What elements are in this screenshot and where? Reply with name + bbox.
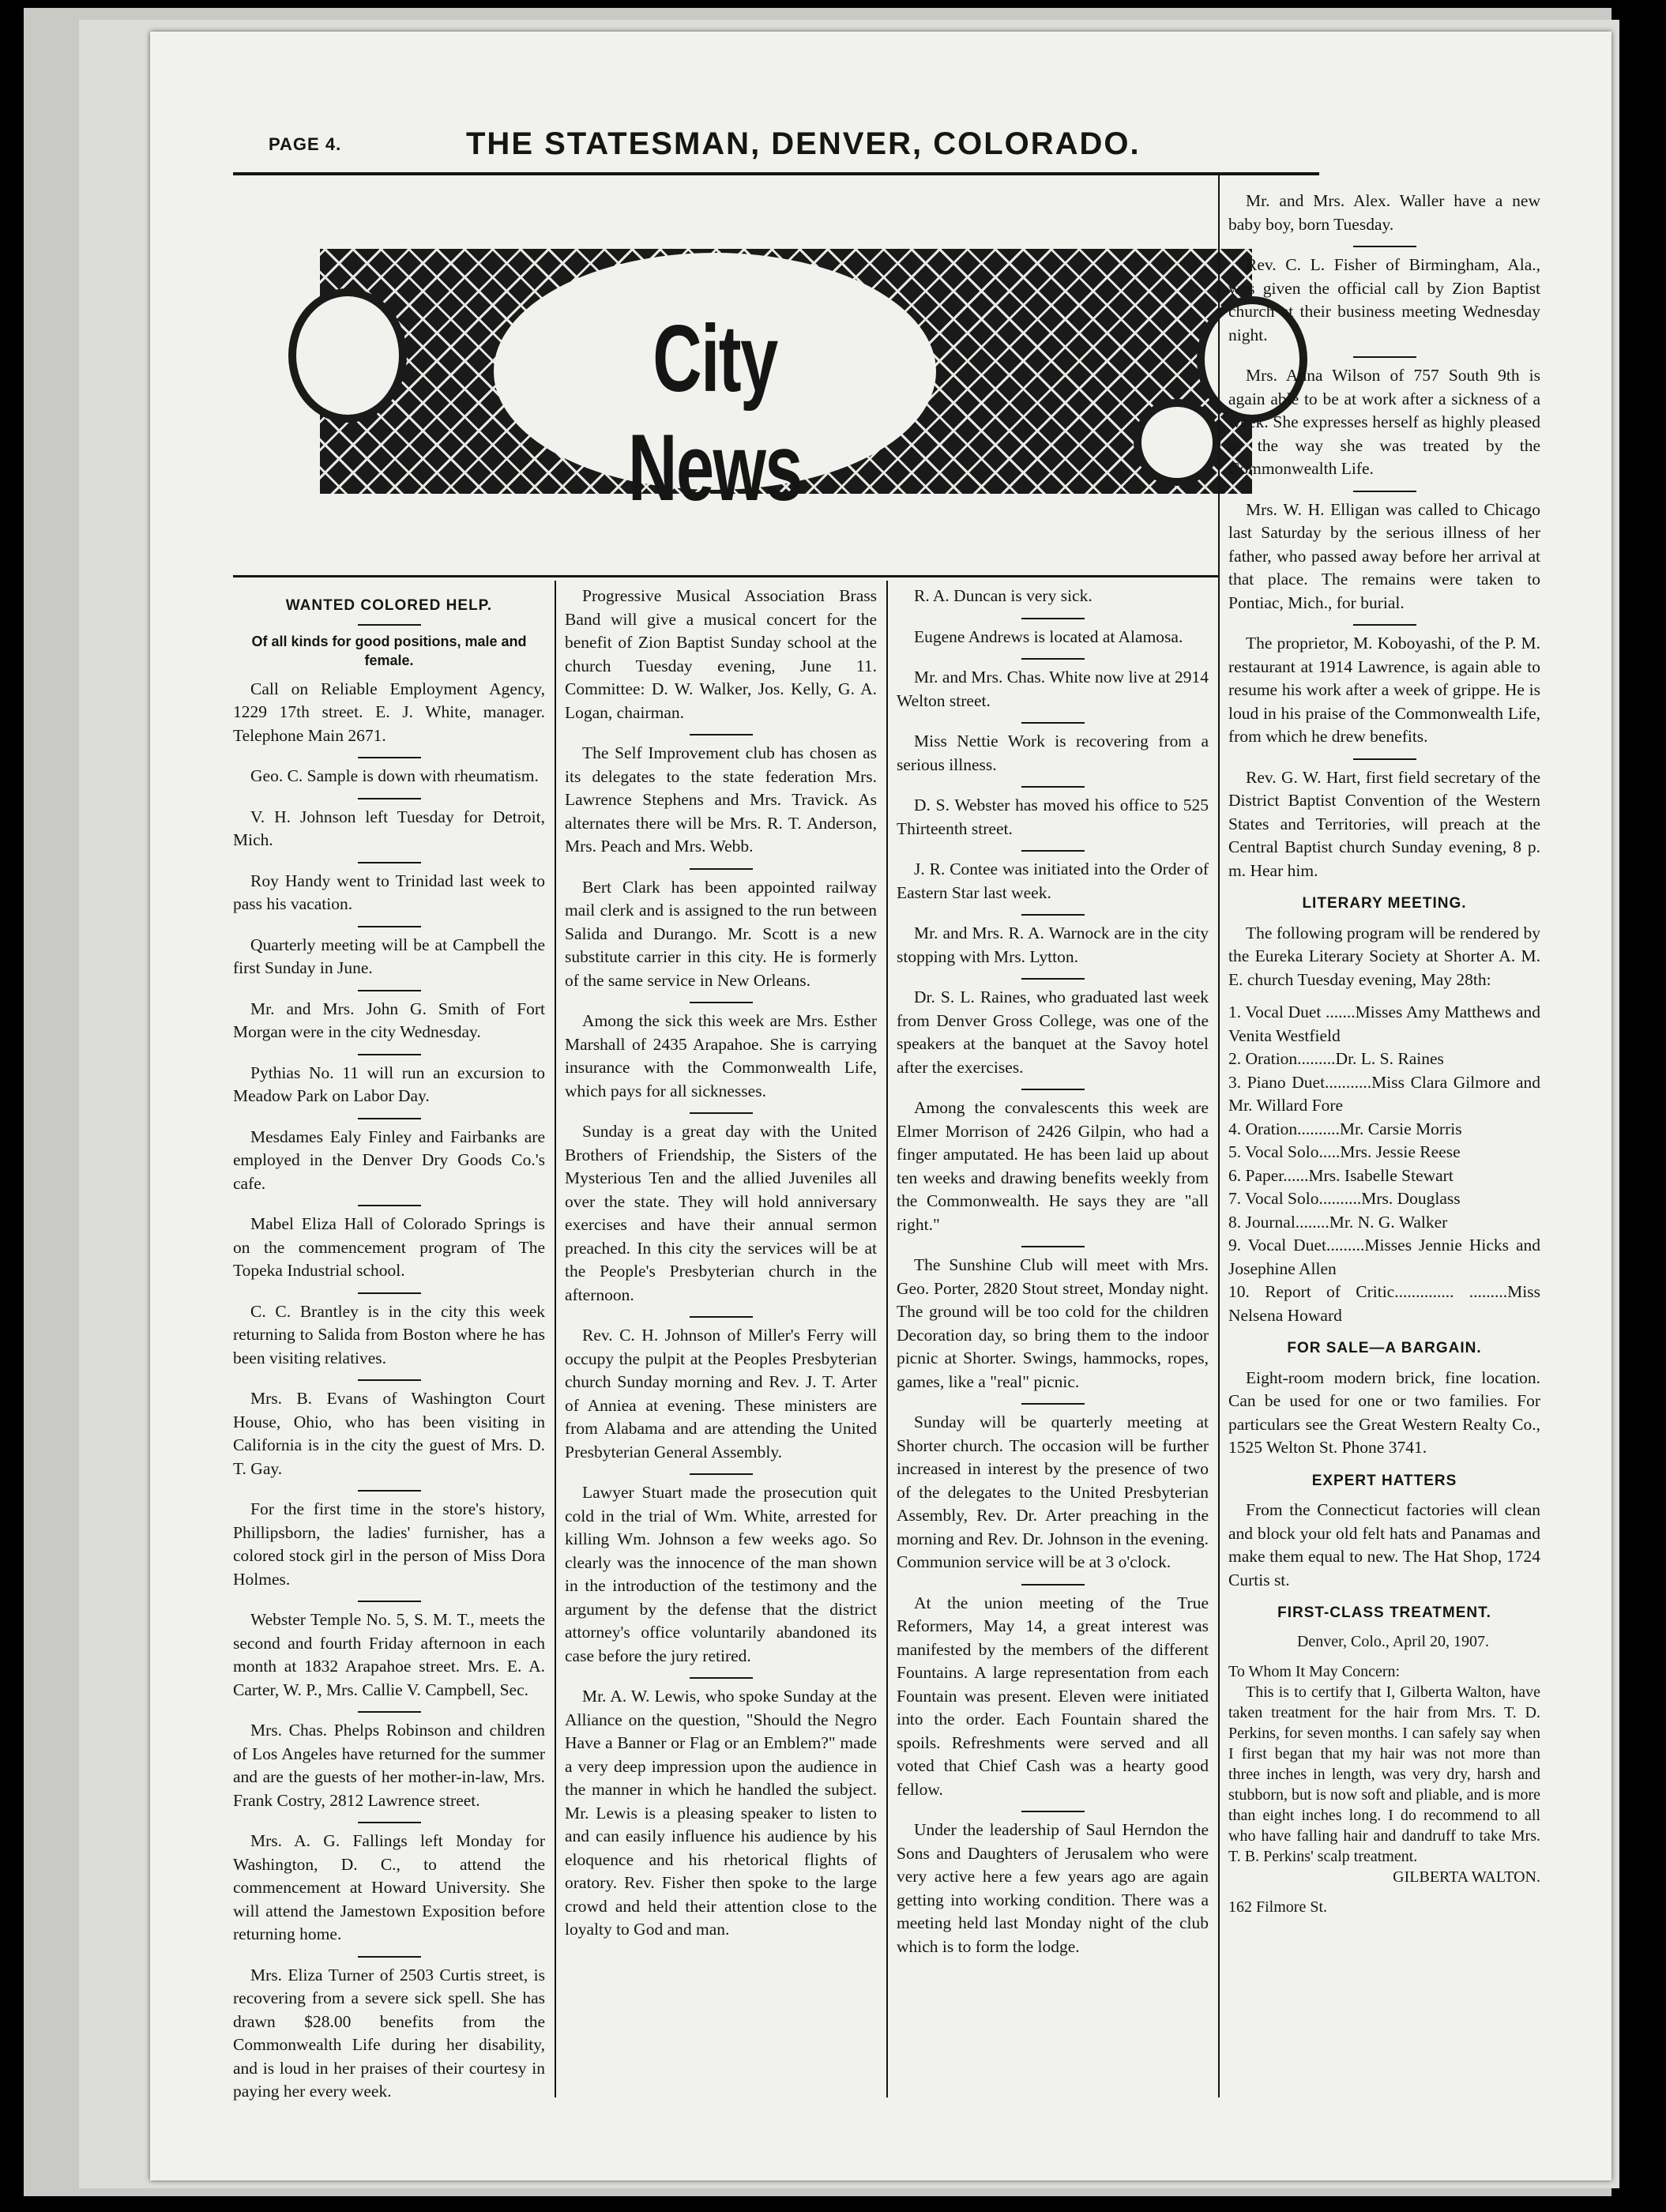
separator xyxy=(358,1205,421,1206)
news-item: Lawyer Stuart made the prosecution quit cold in the trial of Wm. White, arrested for killing Wm. Johnson a few weeks ago. So clearly was the innocence of the man shown in the introduction of the testimony and the argument by the defense that the district attorney's office voluntarily abandoned its case before the jury retired. xyxy=(565,1483,877,1665)
news-item: Call on Reliable Employment Agency, 1229 17th street. E. J. White, manager. Telephone Main 2671. xyxy=(233,679,545,745)
program-item: 7. Vocal Solo..........Mrs. Douglass xyxy=(1228,1189,1461,1208)
news-item: Rev. C. H. Johnson of Miller's Ferry will occupy the pulpit at the Peoples Presbyterian church Sunday morning and Rev. J. T. Arter of Anniea at evening. These ministers are from Alabama and are attending the United Presbyterian General Assembly. xyxy=(565,1326,877,1462)
separator xyxy=(690,1677,753,1679)
news-item: Miss Nettie Work is recovering from a serious illness. xyxy=(897,732,1209,774)
program-item: 9. Vocal Duet.........Misses Jennie Hicks and Josephine Allen xyxy=(1228,1236,1540,1278)
literary-meeting-heading: LITERARY MEETING. xyxy=(1302,895,1467,912)
literary-program xyxy=(1228,1001,1540,1327)
letter-salutation: To Whom It May Concern: xyxy=(1228,1662,1401,1680)
program-item: 5. Vocal Solo.....Mrs. Jessie Reese xyxy=(1228,1142,1461,1161)
news-item: Sunday will be quarterly meeting at Shorter church. The occasion will be further increased in interest by the presence of two of the delegates to the United Presbyterian Assembly, Rev. Dr. Arter preaching in the morning and Rev. Dr. Johnson in the evening. Communion service will be at 3 o'clock. xyxy=(897,1413,1209,1571)
news-item: Sunday is a great day with the United Brothers of Friendship, the Sisters of the Mysterious Ten and the allied Juveniles all over the state. They will hold anniversary exercises and have their annual sermon preached. In this city the services will be at the People's Presbyterian church in the afternoon. xyxy=(565,1122,877,1304)
news-item: Quarterly meeting will be at Campbell the first Sunday in June. xyxy=(233,935,545,977)
city-news-banner xyxy=(233,194,1319,573)
program-item: 10. Report of Critic.............. .........Miss Nelsena Howard xyxy=(1228,1282,1540,1325)
letter-signature: GILBERTA WALTON. xyxy=(1393,1868,1540,1886)
separator xyxy=(358,798,421,799)
news-item: Dr. S. L. Raines, who graduated last week from Denver Gross College, was one of the speakers at the banquet at the Savoy hotel after the exercises. xyxy=(897,988,1209,1077)
wanted-help-heading: WANTED COLORED HELP. xyxy=(285,597,493,614)
news-item: Eugene Andrews is located at Alamosa. xyxy=(914,626,1183,646)
news-item: Mr. and Mrs. Chas. White now live at 2914 Welton street. xyxy=(897,668,1209,710)
separator xyxy=(1021,1403,1085,1405)
news-item: Mr. A. W. Lewis, who spoke Sunday at the Alliance on the question, "Should the Negro Have a Banner or Flag or an Emblem?" made a very deep impression upon the audience in the manner in which he handled the subject. Mr. Lewis is a pleasing speaker to listen to and can easily influence his audience by his eloquence and his rhetorical flights of oratory. Rev. Fisher then spoke to the large crowd and held their attention close to the loyalty to God and man. xyxy=(565,1687,877,1939)
header-rule xyxy=(233,172,1319,175)
news-item: Mrs. Anna Wilson of 757 South 9th is again able to be at work after a sickness of a week. She expresses herself as highly pleased at the way she was treated by the Commonwealth Life. xyxy=(1228,366,1540,478)
column-4 xyxy=(1228,190,1540,1917)
separator xyxy=(1021,786,1085,788)
separator xyxy=(1353,491,1416,492)
program-item: 4. Oration..........Mr. Carsie Morris xyxy=(1228,1119,1462,1138)
separator xyxy=(690,1473,753,1475)
banner-scroll-right-low xyxy=(1134,399,1220,486)
news-item: Mrs. B. Evans of Washington Court House, Ohio, who has been visiting in California is in the city the guest of Mrs. D. T. Gay. xyxy=(233,1389,545,1478)
news-item: Mrs. W. H. Elligan was called to Chicago last Saturday by the serious illness of her father, who passed away before her arrival at that place. The remains were taken to Pontiac, Mich., for burial. xyxy=(1228,499,1540,612)
for-sale-text: Eight-room modern brick, fine location. Can be used for one or two families. For particulars see the Great Western Realty Co., 1525 Welton St. Phone 3741. xyxy=(1228,1367,1540,1457)
news-item: Progressive Musical Association Brass Band will give a musical concert for the benefit of Zion Baptist Sunday school at the church Tuesday evening, June 11. Committee: D. W. Walker, Jos. Kelly, G. A. Logan, chairman. xyxy=(565,586,877,722)
letter-date: Denver, Colo., April 20, 1907. xyxy=(1296,1632,1490,1650)
masthead: THE STATESMAN, DENVER, COLORADO. xyxy=(466,126,1141,161)
news-item: Mabel Eliza Hall of Colorado Springs is on the commencement program of The Topeka Industrial school. xyxy=(233,1214,545,1280)
separator xyxy=(358,1956,421,1958)
news-item: V. H. Johnson left Tuesday for Detroit, Mich. xyxy=(233,807,545,849)
column-3 xyxy=(897,585,1209,1968)
wanted-help-subheading: Of all kinds for good positions, male and female. xyxy=(251,633,527,668)
literary-intro: The following program will be rendered by the Eureka Literary Society at Shorter A. M. E. church Tuesday evening, May 28th: xyxy=(1228,923,1540,989)
expert-hatters-heading: EXPERT HATTERS xyxy=(1311,1472,1457,1489)
separator xyxy=(358,1601,421,1602)
testimonial-letter xyxy=(1228,1631,1540,1917)
program-item: 6. Paper......Mrs. Isabelle Stewart xyxy=(1228,1165,1454,1185)
program-item: 2. Oration.........Dr. L. S. Raines xyxy=(1228,1049,1444,1068)
separator xyxy=(1353,356,1416,358)
news-item: Bert Clark has been appointed railway mail clerk and is assigned to the run between Salida and Durango. Mr. Scott is a new substitute carrier in this city. He is formerly of the same service in New Orleans. xyxy=(565,877,877,990)
separator xyxy=(1021,658,1085,660)
news-item: C. C. Brantley is in the city this week returning to Salida from Boston where he has been visiting relatives. xyxy=(233,1301,545,1367)
news-item: Mrs. Eliza Turner of 2503 Curtis street, is recovering from a severe sick spell. She has drawn $28.00 benefits from the Commonwealth Life during her disability, and is loud in her praises of their courtesy in paying her every week. xyxy=(233,1965,545,2101)
newspaper-page xyxy=(150,32,1611,2180)
program-item: 1. Vocal Duet .......Misses Amy Matthews and Venita Westfield xyxy=(1228,1003,1540,1045)
separator xyxy=(1353,624,1416,626)
news-item: The proprietor, M. Koboyashi, of the P. M. restaurant at 1914 Lawrence, is again able to resume his work after a week of grippe. He is loud in his praise of the Commonwealth Life, from which he drew benefits. xyxy=(1228,634,1540,746)
separator xyxy=(1353,758,1416,760)
news-item: Roy Handy went to Trinidad last week to pass his vacation. xyxy=(233,871,545,913)
separator xyxy=(1021,1246,1085,1247)
news-item: R. A. Duncan is very sick. xyxy=(914,586,1092,605)
news-item: Among the convalescents this week are Elmer Morrison of 2426 Gilpin, who had a finger amputated. He has been laid up about ten weeks and drawing benefits weekly from the Commonwealth. He says they are "all right." xyxy=(897,1098,1209,1234)
separator xyxy=(358,926,421,927)
news-item: Mr. and Mrs. John G. Smith of Fort Morgan were in the city Wednesday. xyxy=(233,999,545,1041)
news-item: The Sunshine Club will meet with Mrs. Geo. Porter, 2820 Stout street, Monday night. The ground will be too cold for the children Decoration day, so bring them to the indoor picnic at Shorter. Swings, hammocks, ropes, games, like a "real" picnic. xyxy=(897,1255,1209,1391)
separator xyxy=(690,1316,753,1318)
banner-scroll-left xyxy=(288,288,407,423)
news-item: Mesdames Ealy Finley and Fairbanks are employed in the Denver Dry Goods Co.'s cafe. xyxy=(233,1127,545,1193)
news-item: Rev. C. L. Fisher of Birmingham, Ala., was given the official call by Zion Baptist church at their business meeting Wednesday night. xyxy=(1228,255,1540,344)
page-header xyxy=(269,111,1469,161)
separator xyxy=(358,624,421,626)
news-item: Among the sick this week are Mrs. Esther Marshall of 2435 Arapahoe. She is carrying insurance with the Commonwealth Life, which pays for all sicknesses. xyxy=(565,1011,877,1100)
letter-body: This is to certify that I, Gilberta Walton, have taken treatment for the hair from Mrs. T. D. Perkins, for seven months. I can safely say when I first began that my hair was not more than three inches in length, was very dry, harsh and stubborn, but is now soft and pliable, and is more than eight inches long. I do recommend to all who have falling hair and dandruff to take Mrs. T. B. Perkins' scalp treatment. xyxy=(1228,1683,1540,1865)
for-sale-heading: FOR SALE—A BARGAIN. xyxy=(1287,1340,1482,1356)
separator xyxy=(358,1490,421,1492)
separator xyxy=(690,868,753,870)
separator xyxy=(690,734,753,735)
news-item: D. S. Webster has moved his office to 525 Thirteenth street. xyxy=(897,796,1209,838)
news-item: Mrs. Chas. Phelps Robinson and children of Los Angeles have returned for the summer and are the guests of her mother-in-law, Mrs. Frank Costry, 2812 Lawrence street. xyxy=(233,1721,545,1810)
news-item: Webster Temple No. 5, S. M. T., meets the second and fourth Friday afternoon in each month at 1832 Arapahoe street. Mrs. E. A. Carter, W. P., Mrs. Callie V. Campbell, Sec. xyxy=(233,1610,545,1699)
separator xyxy=(1021,722,1085,724)
separator xyxy=(358,757,421,758)
separator xyxy=(1021,1584,1085,1586)
treatment-heading: FIRST-CLASS TREATMENT. xyxy=(1277,1604,1491,1621)
separator xyxy=(1021,1089,1085,1090)
separator xyxy=(1021,850,1085,852)
column-rule-1 xyxy=(555,581,556,2097)
banner-title: City News xyxy=(628,306,802,521)
separator xyxy=(358,1118,421,1119)
expert-hatters-text: From the Connecticut factories will clean and block your old felt hats and Panamas and make them equal to new. The Hat Shop, 1724 Curtis st. xyxy=(1228,1500,1540,1589)
separator xyxy=(1021,1811,1085,1812)
column-1 xyxy=(233,585,545,2113)
news-item: Mr. and Mrs. Alex. Waller have a new baby boy, born Tuesday. xyxy=(1228,191,1540,234)
letter-address: 162 Filmore St. xyxy=(1228,1898,1328,1916)
news-item: Under the leadership of Saul Herndon the Sons and Daughters of Jerusalem who were very active here a few years ago are again getting into working condition. There was a meeting held last Monday night of the club which is to form the lodge. xyxy=(897,1820,1209,1956)
column-2 xyxy=(565,585,877,1951)
banner-bottom-rule xyxy=(233,575,1218,577)
news-item: Mrs. A. G. Fallings left Monday for Washington, D. C., to attend the commencement at Howard University. She will attend the Jamestown Exposition before returning home. xyxy=(233,1831,545,1943)
news-item: For the first time in the store's history, Phillipsborn, the ladies' furnisher, has a colored stock girl in the person of Miss Dora Holmes. xyxy=(233,1499,545,1589)
separator xyxy=(690,1002,753,1003)
program-item: 3. Piano Duet...........Miss Clara Gilmore and Mr. Willard Fore xyxy=(1228,1072,1540,1115)
separator xyxy=(1021,618,1085,619)
separator xyxy=(1021,978,1085,980)
separator xyxy=(1353,246,1416,247)
separator xyxy=(358,1054,421,1055)
news-item: Mr. and Mrs. R. A. Warnock are in the city stopping with Mrs. Lytton. xyxy=(897,924,1209,966)
separator xyxy=(358,862,421,863)
news-item: Geo. C. Sample is down with rheumatism. xyxy=(250,766,539,785)
separator xyxy=(690,1112,753,1114)
separator xyxy=(358,1292,421,1294)
separator xyxy=(358,1822,421,1823)
news-item: Pythias No. 11 will run an excursion to Meadow Park on Labor Day. xyxy=(233,1063,545,1105)
news-item: At the union meeting of the True Reformers, May 14, a great interest was manifested by the members of the different Fountains. A large representation from each Fountain was present. Eleven were initiated into the order. Each Fountain shared the spoils. Refreshments were served and all voted that Chief Cash was a hearty good fellow. xyxy=(897,1593,1209,1799)
separator xyxy=(358,990,421,991)
program-item: 8. Journal........Mr. N. G. Walker xyxy=(1228,1212,1448,1232)
separator xyxy=(358,1711,421,1713)
news-item: Rev. G. W. Hart, first field secretary of the District Baptist Convention of the Western States and Territories, will preach at the Central Baptist church Sunday evening, 8 p. m. Hear him. xyxy=(1228,767,1540,880)
column-rule-2 xyxy=(886,581,888,2097)
column-rule-3 xyxy=(1218,174,1220,2097)
separator xyxy=(358,1379,421,1381)
separator xyxy=(1021,914,1085,916)
news-item: J. R. Contee was initiated into the Order of Eastern Star last week. xyxy=(897,860,1209,902)
page-number: PAGE 4. xyxy=(269,134,342,154)
news-item: The Self Improvement club has chosen as its delegates to the state federation Mrs. Lawrence Stephens and Mrs. Travick. As alternates there will be Mrs. R. T. Anderson, Mrs. Peach and Mrs. Webb. xyxy=(565,743,877,856)
